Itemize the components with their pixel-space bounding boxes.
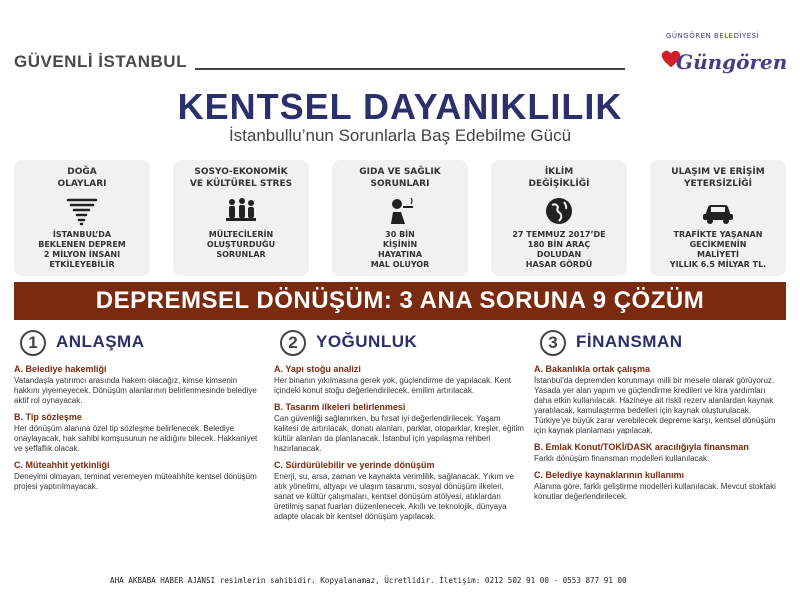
column-title: YOĞUNLUK xyxy=(316,332,418,351)
solution-section xyxy=(274,460,524,522)
section-title: A. Bakanlıkla ortak çalışma xyxy=(534,364,651,374)
gungoren-logo xyxy=(640,30,790,86)
section-title: C. Belediye kaynaklarının kullanımı xyxy=(534,470,685,480)
solution-section xyxy=(274,364,524,396)
solutions-banner: DEPREMSEL DÖNÜŞÜM: 3 ANA SORUNA 9 ÇÖZÜM xyxy=(14,282,786,320)
card-climate xyxy=(491,160,627,276)
section-title: C. Müteahhit yetkinliği xyxy=(14,460,110,470)
card-body: İSTANBUL’DA BEKLENEN DEPREM 2 MİLYON İNSANI ETKİLEYEBİLİR xyxy=(38,230,126,269)
migrants-icon xyxy=(224,196,258,226)
card-body: TRAFİKTE YAŞANAN GECİKMENİN MALİYETİ YILLIK 6.5 MİLYAR TL. xyxy=(669,230,767,269)
card-food-health xyxy=(332,160,468,276)
card-title: SOSYO-EKONOMİK VE KÜLTÜREL STRES xyxy=(189,167,293,189)
card-title: GIDA VE SAĞLIK SORUNLARI xyxy=(359,167,441,189)
card-nature xyxy=(14,160,150,276)
card-body: 27 TEMMUZ 2017’DE 180 BİN ARAÇ DOLUDAN HASAR GÖRDÜ xyxy=(512,230,606,269)
column-title: FİNANSMAN xyxy=(576,332,683,351)
car-icon xyxy=(701,196,735,226)
solution-section xyxy=(274,402,524,454)
section-body: İstanbul’da depremden korunmayı milli bir mesele olarak görüyoruz. Yasada yer alan yapım ve güçlendirme kredileri ve kira yardımları daha etkin kullanılacak. Hazineye ait riskli rezerv alanlardan kaynak yaratılacak, kamulaştırma bedelleri için kaynak oluşturulacak. Türkiye’ye büyük zarar verebilecek depreme karşı, kentsel dönüşüm için kaynak planlaması yapılacak. xyxy=(534,376,776,435)
column-header xyxy=(534,328,784,358)
page-subtitle: İstanbullu’nun Sorunlarla Baş Edebilme Gücü xyxy=(228,126,572,145)
solution-section xyxy=(534,364,784,436)
column-agreement xyxy=(14,328,264,598)
card-title: İKLİM DEĞİŞİKLİĞİ xyxy=(528,167,590,189)
logo-wordmark: Güngören xyxy=(676,50,788,74)
solution-section xyxy=(14,412,264,454)
column-number: 2 xyxy=(280,330,306,356)
solution-section xyxy=(534,470,784,502)
section-title: A. Belediye hakemliği xyxy=(14,364,107,374)
header-divider xyxy=(195,68,625,70)
column-header xyxy=(274,328,524,358)
card-body: MÜLTECİLERİN OLUŞTURDUĞU SORUNLAR xyxy=(206,230,276,259)
section-body: Alanına göre, farklı geliştirme modelleri kullanılacak. Mevcut stoktaki konutlar değerlendirilecek. xyxy=(534,482,776,501)
section-title: B. Tasarım ilkeleri belirlenmesi xyxy=(274,402,406,412)
solution-columns xyxy=(14,328,786,598)
section-title: C. Sürdürülebilir ve yerinde dönüşüm xyxy=(274,460,435,470)
section-body: Can güvenliği sağlanırken, bu fırsat iyi değerlendirilecek. Yaşam kalitesi de artırılacak, donatı alanları, parklar, otoparklar, kreşler, eğitim kültür alanları da planlanacak. İstanbul için yapılaşma rehberi hazırlanacak. xyxy=(274,414,524,453)
card-title: DOĞA OLAYLARI xyxy=(57,167,107,189)
tornado-icon xyxy=(65,196,99,226)
column-density xyxy=(274,328,524,598)
globe-icon xyxy=(542,196,576,226)
card-title: ULAŞIM VE ERİŞİM YETERSİZLİĞİ xyxy=(671,167,765,189)
section-title: B. Tip sözleşme xyxy=(14,412,82,422)
section-body: Deneyimi olmayan, teminat veremeyen müteahhite kentsel dönüşüm projesi yaptırılmayacak. xyxy=(14,472,257,491)
column-number: 1 xyxy=(20,330,46,356)
brand-label: GÜVENLİ İSTANBUL xyxy=(14,52,187,71)
section-body: Her binanın yıkılmasına gerek yok, güçlendirme de yapılacak. Kent içindeki konut stoğu değerlendirilecek, emilim artırılacak. xyxy=(274,376,512,395)
logo-arc-text: GÜNGÖREN BELEDİYESİ xyxy=(666,32,760,40)
column-title: ANLAŞMA xyxy=(56,332,145,351)
solution-section xyxy=(14,364,264,406)
problem-cards xyxy=(14,160,786,276)
card-socio xyxy=(173,160,309,276)
section-body: Her dönüşüm alanına özel tip sözleşme belirlenecek. Belediye onaylayacak, hak sahibi komşusunun ne aldığını bilecek. Hakkaniyet ve şeffaflık olacak. xyxy=(14,424,258,453)
section-title: A. Yapı stoğu analizi xyxy=(274,364,361,374)
section-body: Enerji, su, arsa, zaman ve kaynakta verimlilik, sağlanacak. Yıkım ve atık yönetimi, altyapı ve ulaşım tasarımı, sosyal dönüşüm ilkeleri, sanat ve kültür çalışmaları, kentsel dönüşüm atölyesi, atıklardan üretilmiş sanat fuarları düzenlenecek. Akıllı ve teknolojik, dünyaya adapte olacak bir kentsel dönüşüm yapılacak. xyxy=(274,472,514,521)
section-body: Farklı dönüşüm finansman modelleri kullanılacak. xyxy=(534,454,710,463)
section-title: B. Emlak Konut/TOKİ/DASK aracılığıyla finansman xyxy=(534,442,749,452)
solution-section xyxy=(534,442,784,464)
card-body: 30 BİN KİŞİNİN HAYATINA MAL OLUYOR xyxy=(370,230,430,269)
column-finance xyxy=(534,328,784,598)
section-body: Vatandaşla yatırımcı arasında hakem olacağız, kimse kimsenin hakkını yiyemeyecek. Dönüşüm alanlarının belirlenmesinde belediye aktif rol oynayacak. xyxy=(14,376,257,405)
solution-section xyxy=(14,460,264,492)
watermark-footer: AHA AKBABA HABER AJANSI resimlerin sahibidir. Kopyalanamaz, Ücretlidir. İletişim: 0212 502 91 00 - 0553 877 91 00 xyxy=(110,576,790,585)
smoker-icon xyxy=(383,196,417,226)
column-header xyxy=(14,328,264,358)
page-title: KENTSEL DAYANIKLILIK xyxy=(177,86,623,127)
header xyxy=(0,0,800,90)
column-number: 3 xyxy=(540,330,566,356)
card-transport xyxy=(650,160,786,276)
